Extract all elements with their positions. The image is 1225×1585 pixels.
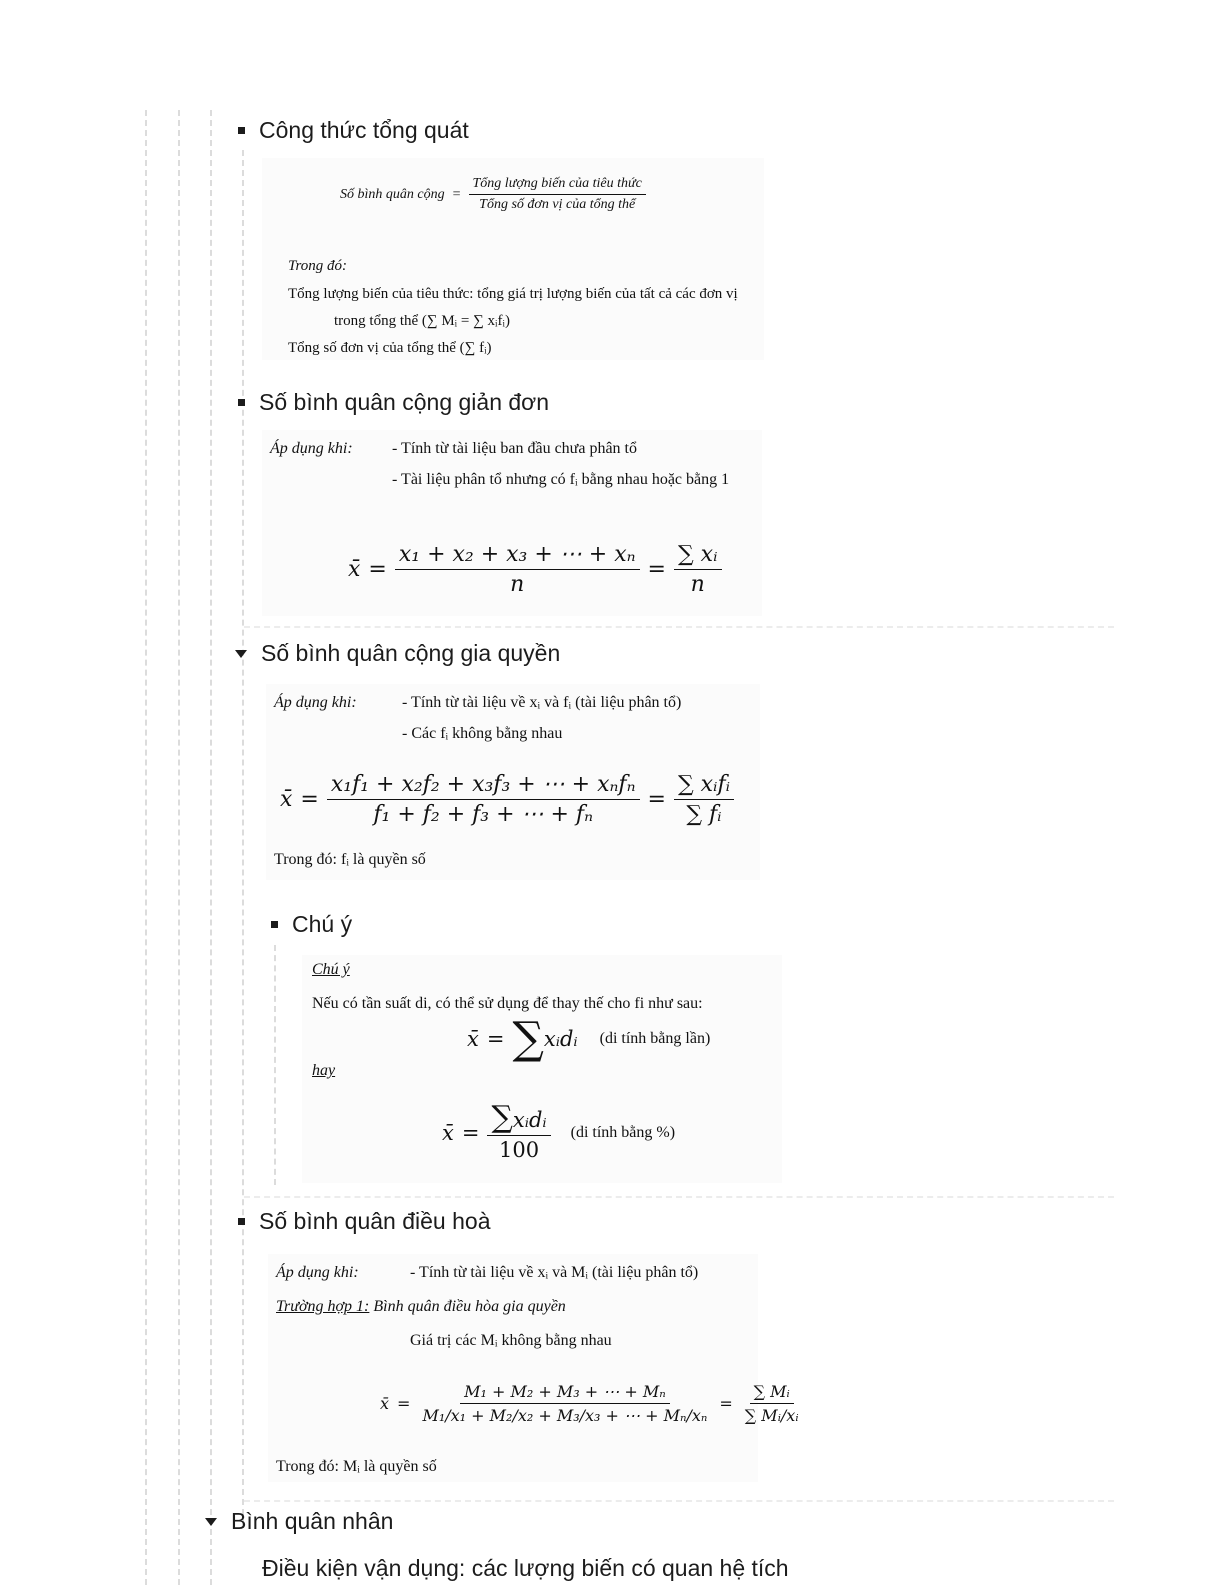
- heading-harmonic-mean[interactable]: [238, 1208, 490, 1235]
- condition-text: - Tính từ tài liệu về xᵢ và fᵢ (tài liệu phân tổ): [402, 694, 682, 711]
- fraction-numerator: M₁ + M₂ + M₃ + ⋯ + Mₙ: [460, 1382, 670, 1404]
- case-text: Bình quân điều hòa gia quyền: [373, 1298, 566, 1315]
- equals-sign: =: [452, 186, 461, 202]
- indent-guide-2: [178, 110, 180, 1585]
- fraction-denominator: M₁/x₁ + M₂/x₂ + M₃/x₃ + ⋯ + Mₙ/xₙ: [422, 1406, 708, 1425]
- indent-guide-5: [274, 945, 276, 1185]
- heading-weighted-mean[interactable]: [235, 640, 560, 667]
- simple-mean-image: [262, 430, 762, 616]
- collapse-toggle-icon[interactable]: [205, 1518, 217, 1526]
- heading-text: Số bình quân cộng giản đơn: [259, 389, 550, 415]
- bullet-icon: [271, 921, 278, 928]
- equals-sign: =: [647, 787, 666, 812]
- fraction-numerator: Tổng lượng biến của tiêu thức: [469, 176, 646, 195]
- apply-label: Áp dụng khi:: [274, 694, 357, 711]
- note-image: [302, 955, 782, 1183]
- heading-geometric-mean[interactable]: [205, 1508, 393, 1535]
- sum-icon: ∑: [491, 1100, 513, 1135]
- fraction-numerator: ∑ xᵢfᵢ: [674, 772, 734, 800]
- case-line: [276, 1298, 566, 1316]
- bullet-icon: [238, 399, 245, 406]
- fraction-denominator: ∑ Mᵢ/xᵢ: [744, 1406, 799, 1425]
- formula-rhs: xᵢdᵢ: [543, 1027, 578, 1051]
- fraction-denominator: f₁ + f₂ + f₃ + ⋯ + fₙ: [373, 802, 593, 827]
- formula-fraction: [674, 772, 734, 827]
- formula-comment: (di tính bằng %): [570, 1123, 676, 1141]
- apply-label: Áp dụng khi:: [270, 440, 353, 457]
- equals-sign: =: [647, 557, 666, 582]
- formula-lhs: x̄: [380, 1394, 390, 1413]
- heading-text: Số bình quân điều hoà: [259, 1208, 491, 1234]
- harmonic-mean-formula: [380, 1382, 803, 1425]
- definition-line: trong tổng thể (∑ Mᵢ = ∑ xᵢfᵢ): [334, 313, 510, 329]
- equals-sign: =: [461, 1120, 480, 1145]
- sum-icon: ∑: [512, 1013, 544, 1064]
- formula-lhs: Số bình quân cộng: [340, 186, 445, 202]
- fraction-denominator: Tổng số đơn vị của tổng thể: [479, 197, 636, 212]
- or-label: hay: [312, 1062, 336, 1079]
- indent-guide-4: [242, 150, 244, 1525]
- indent-guide-3: [210, 110, 212, 1585]
- equals-sign: =: [486, 1027, 505, 1051]
- note-text: Nếu có tần suất di, có thể sử dụng để thay thế cho fi như sau:: [312, 995, 703, 1012]
- divider: [244, 1196, 1114, 1198]
- heading-text: Bình quân nhân: [231, 1508, 394, 1534]
- condition-text: - Tính từ tài liệu về xᵢ và Mᵢ (tài liệu phân tổ): [410, 1264, 699, 1281]
- fraction-numerator: x₁ + x₂ + x₃ + ⋯ + xₙ: [395, 542, 640, 570]
- formula-lhs: x̄: [467, 1027, 479, 1051]
- case-label: Trường hợp 1:: [276, 1298, 370, 1315]
- fraction-denominator: n: [690, 572, 705, 597]
- condition-text: - Tài liệu phân tổ nhưng có fᵢ bằng nhau hoặc bằng 1: [392, 471, 730, 488]
- condition-text: Giá trị các Mᵢ không bằng nhau: [410, 1332, 612, 1349]
- formula-fraction: [674, 542, 722, 597]
- simple-mean-formula: [348, 542, 722, 597]
- condition-text: - Các fᵢ không bằng nhau: [402, 725, 563, 742]
- partial-next-line: Điều kiện vận dụng: các lượng biến có quan hệ tích: [262, 1555, 789, 1581]
- where-label: Trong đó:: [288, 258, 348, 274]
- weighted-mean-formula: [280, 772, 734, 827]
- formula-fraction: [418, 1382, 711, 1425]
- general-formula-image: [262, 158, 764, 360]
- bullet-icon: [238, 1218, 245, 1225]
- formula-lhs: x̄: [348, 557, 361, 582]
- fraction-denominator: ∑ fᵢ: [686, 802, 722, 827]
- collapse-toggle-icon[interactable]: [235, 650, 247, 658]
- numerator-term: xᵢdᵢ: [512, 1108, 547, 1132]
- fraction-numerator: ∑ xᵢ: [674, 542, 722, 570]
- formula-fraction: [487, 1100, 550, 1162]
- heading-simple-mean[interactable]: [238, 389, 549, 416]
- fraction-numerator: [487, 1100, 550, 1136]
- equals-sign: =: [300, 787, 319, 812]
- where-text: Trong đó: fᵢ là quyền số: [274, 851, 426, 868]
- divider: [244, 626, 1114, 628]
- fraction-numerator: ∑ Mᵢ: [750, 1382, 794, 1404]
- formula-comment: (di tính bằng lần): [599, 1030, 711, 1047]
- where-text: Trong đó: Mᵢ là quyền số: [276, 1458, 437, 1475]
- bullet-icon: [238, 127, 245, 134]
- general-formula: [340, 176, 646, 213]
- divider: [244, 1500, 1114, 1502]
- fraction-denominator: n: [510, 572, 525, 597]
- formula-lhs: x̄: [442, 1120, 454, 1145]
- indent-guide-1: [145, 110, 147, 1585]
- note-formula-1: [467, 1013, 711, 1064]
- equals-sign: =: [368, 557, 387, 582]
- condition-text: - Tính từ tài liệu ban đầu chưa phân tổ: [392, 440, 637, 457]
- harmonic-mean-image: [268, 1254, 799, 1482]
- fraction-numerator: x₁f₁ + x₂f₂ + x₃f₃ + ⋯ + xₙfₙ: [327, 772, 640, 800]
- heading-text: Chú ý: [292, 911, 353, 937]
- formula-fraction: [395, 542, 640, 597]
- definition-line: Tổng lượng biến của tiêu thức: tổng giá trị lượng biến của tất cả các đơn vị: [288, 286, 738, 302]
- formula-fraction: [741, 1382, 803, 1425]
- formula-fraction: [327, 772, 640, 827]
- heading-text: Số bình quân cộng gia quyền: [261, 640, 561, 666]
- heading-general-formula[interactable]: [238, 117, 469, 144]
- equals-sign: =: [719, 1394, 733, 1413]
- formula-lhs: x̄: [280, 787, 293, 812]
- definition-line: Tổng số đơn vị của tổng thể (∑ fᵢ): [288, 340, 492, 356]
- apply-label: Áp dụng khi:: [276, 1264, 359, 1281]
- equals-sign: =: [397, 1394, 411, 1413]
- weighted-mean-image: [266, 684, 760, 880]
- formula-fraction: [469, 176, 646, 213]
- note-formula-2: [442, 1100, 676, 1162]
- fraction-denominator: 100: [498, 1138, 540, 1162]
- heading-note[interactable]: [271, 911, 352, 938]
- note-title: Chú ý: [312, 961, 350, 978]
- heading-text: Công thức tổng quát: [259, 117, 469, 143]
